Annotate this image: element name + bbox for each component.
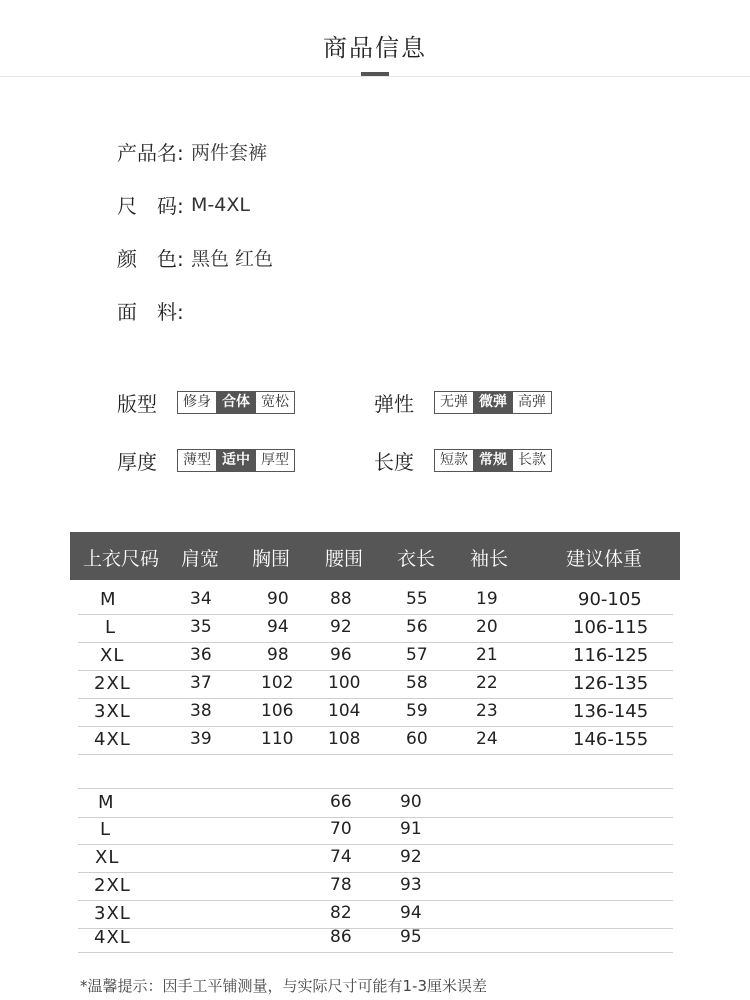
cell: 90 — [267, 589, 289, 609]
info-label: 尺 码: — [117, 194, 184, 218]
cell: 78 — [330, 875, 352, 895]
cell: 93 — [400, 875, 422, 895]
table-row — [78, 586, 673, 615]
table-row — [78, 788, 673, 818]
table-row — [78, 642, 673, 671]
attr-label: 长度 — [374, 450, 414, 474]
cell-weight: 126-135 — [573, 673, 649, 694]
cell: 39 — [190, 729, 212, 749]
info-label: 颜 色: — [117, 247, 184, 271]
column-header: 建议体重 — [566, 548, 643, 570]
cell: 92 — [400, 847, 422, 867]
option-loose: 宽松 — [261, 394, 289, 410]
info-value: 两件套裤 — [191, 142, 268, 164]
column-header: 胸围 — [252, 548, 291, 570]
attr-elasticity — [374, 388, 552, 417]
info-row-color — [117, 243, 273, 272]
header-divider — [0, 76, 750, 77]
info-label: 产品名: — [117, 141, 184, 165]
option-normal-selected: 常规 — [474, 450, 513, 471]
attr-length — [374, 446, 552, 475]
option-long: 长款 — [518, 452, 546, 468]
cell-size: L — [105, 617, 117, 638]
cell: 24 — [476, 729, 498, 749]
cell: 23 — [476, 701, 498, 721]
option-high: 高弹 — [518, 394, 546, 410]
cell: 21 — [476, 645, 498, 665]
option-slight-selected: 微弹 — [474, 392, 513, 413]
option-thin: 薄型 — [178, 450, 217, 471]
cell: 22 — [476, 673, 498, 693]
cell-weight: 136-145 — [573, 701, 649, 722]
cell: 20 — [476, 617, 498, 637]
table-row — [78, 844, 673, 873]
cell: 36 — [190, 645, 212, 665]
cell-size: 3XL — [94, 903, 131, 924]
cell-size: 2XL — [94, 875, 131, 896]
option-none: 无弹 — [435, 392, 474, 413]
column-header: 上衣尺码 — [83, 548, 160, 570]
cell: 19 — [476, 589, 498, 609]
cell-weight: 90-105 — [578, 589, 642, 610]
cell: 82 — [330, 903, 352, 923]
table-row — [78, 726, 673, 755]
cell: 90 — [400, 792, 422, 812]
cell: 56 — [406, 617, 428, 637]
cell-weight: 106-115 — [573, 617, 649, 638]
attr-label: 版型 — [117, 392, 157, 416]
table-row — [78, 670, 673, 699]
table-row — [78, 614, 673, 643]
option-group — [434, 449, 552, 472]
cell-size: 4XL — [94, 729, 131, 750]
cell-weight: 146-155 — [573, 729, 649, 750]
option-group — [434, 391, 552, 414]
cell: 58 — [406, 673, 428, 693]
column-header: 肩宽 — [181, 548, 220, 570]
column-header: 衣长 — [397, 548, 436, 570]
cell-weight: 116-125 — [573, 645, 649, 666]
info-value: 黑色 红色 — [191, 248, 274, 270]
cell-size: XL — [100, 645, 125, 666]
attr-fit — [117, 388, 295, 417]
cell: 94 — [267, 617, 289, 637]
info-row-name — [117, 137, 267, 166]
cell-size: M — [98, 792, 115, 813]
table-row — [78, 924, 673, 953]
cell: 57 — [406, 645, 428, 665]
cell: 35 — [190, 617, 212, 637]
attr-label: 弹性 — [374, 392, 414, 416]
cell: 110 — [261, 729, 294, 749]
info-row-size — [117, 190, 250, 219]
table-row — [78, 872, 673, 901]
cell: 102 — [261, 673, 294, 693]
attr-label: 厚度 — [117, 450, 157, 474]
info-label: 面 料: — [117, 300, 184, 324]
option-medium-selected: 适中 — [217, 450, 256, 471]
cell-size: XL — [95, 847, 120, 868]
cell: 92 — [330, 617, 352, 637]
cell-size: M — [100, 589, 117, 610]
option-group — [177, 449, 295, 472]
option-group — [177, 391, 295, 414]
cell: 96 — [330, 645, 352, 665]
cell: 100 — [328, 673, 361, 693]
cell-size: 4XL — [94, 927, 131, 948]
column-header: 腰围 — [325, 548, 364, 570]
cell: 94 — [400, 903, 422, 923]
cell: 86 — [330, 927, 352, 947]
cell: 70 — [330, 819, 352, 839]
cell: 74 — [330, 847, 352, 867]
measurement-note: *温馨提示：因手工平铺测量，与实际尺寸可能有1-3厘米误差 — [80, 977, 488, 995]
cell-size: L — [100, 819, 112, 840]
cell: 95 — [400, 927, 422, 947]
page-title: 商品信息 — [323, 34, 427, 62]
cell: 88 — [330, 589, 352, 609]
cell: 55 — [406, 589, 428, 609]
cell-size: 2XL — [94, 673, 131, 694]
cell: 59 — [406, 701, 428, 721]
size-table-header — [70, 532, 680, 580]
table-row — [78, 698, 673, 727]
table-row — [78, 816, 673, 845]
option-thick: 厚型 — [261, 452, 289, 468]
option-slim: 修身 — [178, 392, 217, 413]
cell: 37 — [190, 673, 212, 693]
attr-thickness — [117, 446, 295, 475]
cell: 108 — [328, 729, 361, 749]
cell: 104 — [328, 701, 361, 721]
cell: 91 — [400, 819, 422, 839]
option-short: 短款 — [435, 450, 474, 471]
info-value: M-4XL — [191, 193, 250, 216]
cell: 66 — [330, 792, 352, 812]
cell: 98 — [267, 645, 289, 665]
cell: 60 — [406, 729, 428, 749]
cell-size: 3XL — [94, 701, 131, 722]
cell: 38 — [190, 701, 212, 721]
info-row-fabric — [117, 296, 191, 325]
cell: 106 — [261, 701, 294, 721]
column-header: 袖长 — [470, 548, 509, 570]
cell: 34 — [190, 589, 212, 609]
option-regular-selected: 合体 — [217, 392, 256, 413]
